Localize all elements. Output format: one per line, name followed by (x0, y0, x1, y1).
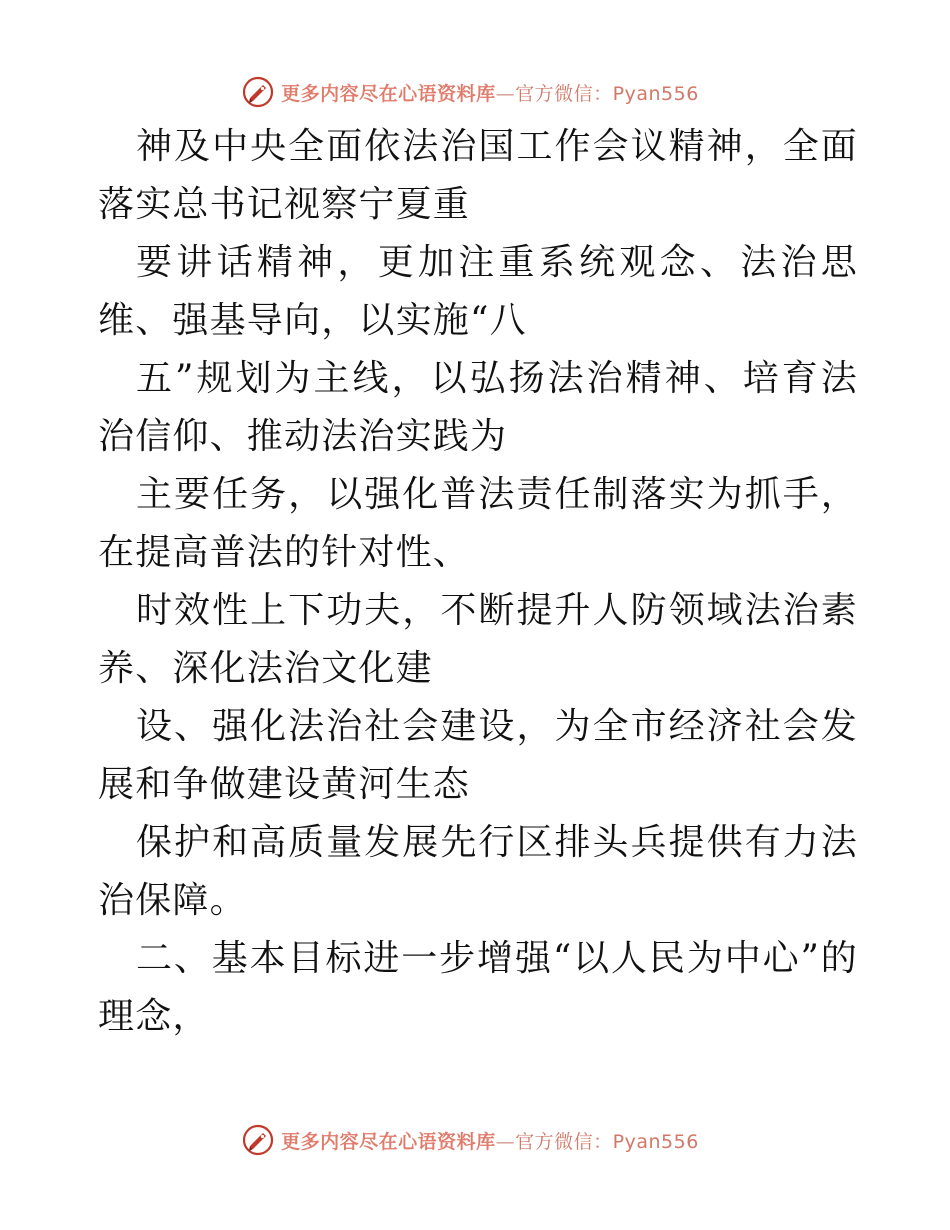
pen-nib-logo-icon (241, 75, 275, 109)
body-paragraph: 保护和高质量发展先行区排头兵提供有力法治保障。 (98, 822, 858, 921)
document-body (98, 118, 858, 1046)
body-paragraph: 五”规划为主线，以弘扬法治精神、培育法治信仰、推动法治实践为 (98, 358, 858, 457)
banner-text (281, 79, 699, 106)
banner-wechat: 官方微信：Pyan556 (515, 82, 699, 105)
banner-separator: — (495, 82, 516, 105)
pen-nib-logo-icon (241, 1123, 275, 1157)
body-paragraph: 设、强化法治社会建设，为全市经济社会发展和争做建设黄河生态 (98, 706, 858, 805)
banner-separator: — (495, 1130, 516, 1153)
body-paragraph: 神及中央全面依法治国工作会议精神，全面落实总书记视察宁夏重 (98, 126, 858, 225)
banner-text (281, 1127, 699, 1154)
header-banner-content (241, 75, 699, 109)
body-paragraph: 主要任务，以强化普法责任制落实为抓手，在提高普法的针对性、 (98, 474, 858, 573)
body-paragraph: 时效性上下功夫，不断提升人防领域法治素养、深化法治文化建 (98, 590, 858, 689)
footer-watermark-banner (0, 1120, 950, 1160)
body-paragraph: 要讲话精神，更加注重系统观念、法治思维、强基导向，以实施“八 (98, 242, 858, 341)
banner-brand: 更多内容尽在心语资料库 (281, 1130, 496, 1153)
banner-brand: 更多内容尽在心语资料库 (281, 82, 496, 105)
footer-banner-content (241, 1123, 699, 1157)
header-watermark-banner (0, 72, 950, 112)
section-heading-paragraph: 二、基本目标进一步增强“以人民为中心”的理念， (98, 938, 858, 1037)
banner-wechat: 官方微信：Pyan556 (515, 1130, 699, 1153)
